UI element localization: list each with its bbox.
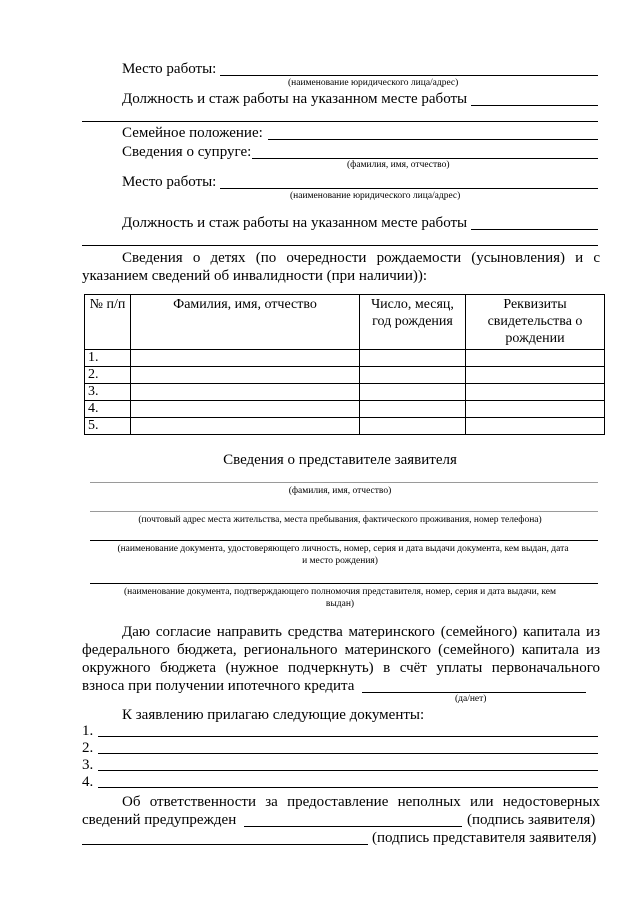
representative-title: Сведения о представителе заявителя <box>223 452 457 468</box>
children-intro-line1: Сведения о детях (по очередности рождаемости (усыновления) и с <box>122 250 600 266</box>
consent-line3: окружного бюджета (нужное подчеркнуть) в счёт уплаты первоначального <box>82 660 600 676</box>
table-row <box>85 367 605 384</box>
name-cell[interactable] <box>131 350 360 367</box>
responsibility-line2-prefix: сведений предупрежден <box>82 812 237 828</box>
attachments-title: К заявлению прилагаю следующие документы: <box>122 707 425 723</box>
birth-date-cell[interactable] <box>360 367 466 384</box>
consent-caption: (да/нет) <box>455 694 487 704</box>
attachment-field[interactable] <box>98 736 598 737</box>
workplace-label: Место работы: <box>122 61 217 77</box>
spouse-workplace-label: Место работы: <box>122 174 217 190</box>
representative-power-field[interactable] <box>90 583 598 584</box>
marital-status-label: Семейное положение: <box>122 125 263 141</box>
position-field[interactable] <box>471 105 598 106</box>
attachment-field[interactable] <box>98 787 598 788</box>
name-cell[interactable] <box>131 418 360 435</box>
consent-line2: федерального бюджета, регионального материнского (семейного) капитала из <box>82 642 600 658</box>
attachment-field[interactable] <box>98 770 598 771</box>
representative-name-caption: (фамилия, имя, отчество) <box>288 486 392 496</box>
table-row <box>85 418 605 435</box>
spouse-caption: (фамилия, имя, отчество) <box>347 160 450 170</box>
representative-id-caption-line1: (наименование документа, удостоверяющего личность, номер, серия и дата выдачи документа, кем выдан, дата <box>117 544 569 554</box>
representative-id-field[interactable] <box>90 540 598 541</box>
spouse-position-field-continued[interactable] <box>82 245 598 246</box>
header-birth-certificate: Реквизиты свидетельства о рождении <box>466 295 605 350</box>
representative-id-caption-line2: и место рождения) <box>302 556 378 566</box>
name-cell[interactable] <box>131 384 360 401</box>
header-number: № п/п <box>85 295 131 350</box>
representative-power-caption-line1: (наименование документа, подтверждающего полномочия представителя, номер, серия и дата выдачи, кем <box>123 587 557 597</box>
name-cell[interactable] <box>131 401 360 418</box>
marital-status-field[interactable] <box>268 139 598 140</box>
row-number: 2. <box>85 367 131 384</box>
applicant-signature-label: (подпись заявителя) <box>467 812 596 828</box>
attachment-field[interactable] <box>98 753 598 754</box>
children-intro-line2: указанием сведений об инвалидности (при наличии)): <box>82 268 428 284</box>
responsibility-line1: Об ответственности за предоставление неполных или недостоверных <box>122 794 600 810</box>
table-row <box>85 350 605 367</box>
row-number: 5. <box>85 418 131 435</box>
representative-name-field[interactable] <box>90 482 598 483</box>
birth-date-cell[interactable] <box>360 384 466 401</box>
applicant-signature-field[interactable] <box>244 826 462 827</box>
row-number: 3. <box>85 384 131 401</box>
consent-yes-no-field[interactable] <box>362 692 586 693</box>
representative-address-caption: (почтовый адрес места жительства, места пребывания, фактического проживания, номер телефона) <box>138 515 542 525</box>
spouse-position-field[interactable] <box>471 229 598 230</box>
representative-address-field[interactable] <box>90 511 598 512</box>
header-full-name: Фамилия, имя, отчество <box>131 295 360 350</box>
certificate-cell[interactable] <box>466 350 605 367</box>
certificate-cell[interactable] <box>466 384 605 401</box>
name-cell[interactable] <box>131 367 360 384</box>
representative-signature-field[interactable] <box>82 844 368 845</box>
certificate-cell[interactable] <box>466 367 605 384</box>
consent-line4: взноса при получении ипотечного кредита <box>82 678 355 694</box>
spouse-workplace-field[interactable] <box>220 188 598 189</box>
attachment-number: 3. <box>82 757 94 773</box>
birth-date-cell[interactable] <box>360 350 466 367</box>
row-number: 1. <box>85 350 131 367</box>
children-table <box>84 294 605 435</box>
representative-power-caption-line2: выдан) <box>325 599 355 609</box>
representative-signature-label: (подпись представителя заявителя) <box>372 830 597 846</box>
spouse-position-label: Должность и стаж работы на указанном месте работы <box>122 215 468 231</box>
table-row <box>85 384 605 401</box>
header-birth-date: Число, месяц, год рождения <box>360 295 466 350</box>
workplace-field[interactable] <box>220 75 598 76</box>
birth-date-cell[interactable] <box>360 401 466 418</box>
certificate-cell[interactable] <box>466 418 605 435</box>
birth-date-cell[interactable] <box>360 418 466 435</box>
attachment-number: 2. <box>82 740 94 756</box>
spouse-workplace-caption: (наименование юридического лица/адрес) <box>290 191 461 201</box>
certificate-cell[interactable] <box>466 401 605 418</box>
spouse-label: Сведения о супруге: <box>122 144 252 160</box>
position-label: Должность и стаж работы на указанном месте работы <box>122 91 468 107</box>
table-header-row <box>85 295 605 350</box>
row-number: 4. <box>85 401 131 418</box>
attachment-number: 1. <box>82 723 94 739</box>
consent-line1: Даю согласие направить средства материнского (семейного) капитала из <box>122 624 600 640</box>
spouse-name-field[interactable] <box>252 158 598 159</box>
workplace-caption: (наименование юридического лица/адрес) <box>288 78 459 88</box>
position-field-continued[interactable] <box>82 121 598 122</box>
table-row <box>85 401 605 418</box>
attachment-number: 4. <box>82 774 94 790</box>
